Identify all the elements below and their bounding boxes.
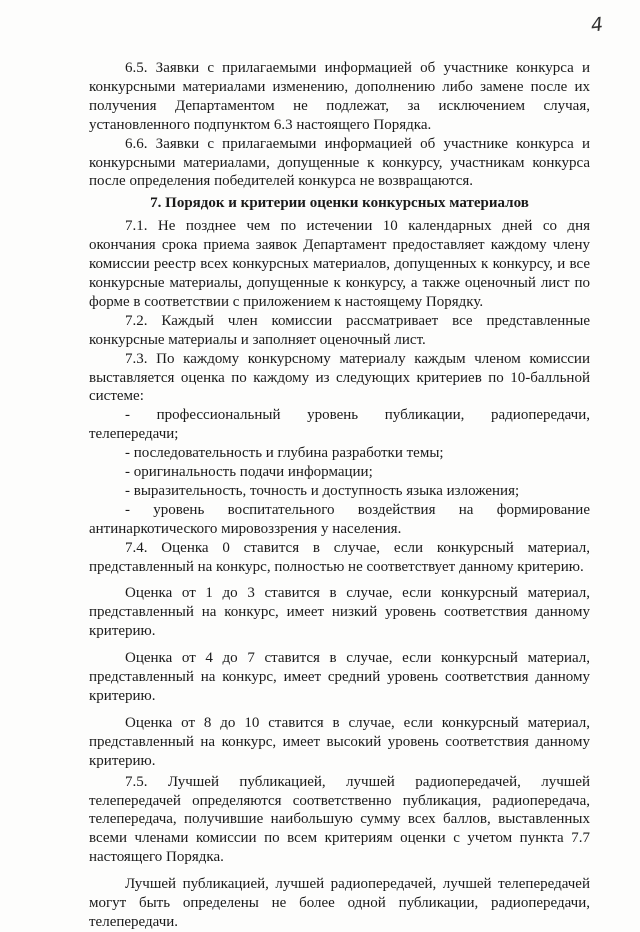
paragraph-7-5: 7.5. Лучшей публикацией, лучшей радиопередачей, лучшей телепередачей определяются соответственно публикация, радиопередача, телепередача, получившие наибольшую сумму всех баллов, выставленных всеми членами комиссии по всем критериям оценки с учетом пункта 7.7 настоящего Порядка. [89,773,590,866]
criterion-item: - уровень воспитательного воздействия на формирование антинаркотического мировоззрения у населения. [89,501,590,537]
paragraph-7-3: 7.3. По каждому конкурсному материалу каждым членом комиссии выставляется оценка по каждому из следующих критериев по 10-балльной системе: [89,350,590,405]
section-7-heading: 7. Порядок и критерии оценки конкурсных материалов [150,195,529,212]
criterion-item: - оригинальность подачи информации; [125,464,373,481]
criterion-item: - профессиональный уровень публикации, радиопередачи, телепередачи; [89,407,590,443]
paragraph-7-4-score-low: Оценка от 1 до 3 ставится в случае, если конкурсный материал, представленный на конкурс, имеет низкий уровень соответствия данному критерию. [89,585,590,640]
paragraph-7-2: 7.2. Каждый член комиссии рассматривает все представленные конкурсные материалы и заполняет оценочный лист. [89,312,590,348]
paragraph-7-4-score-medium: Оценка от 4 до 7 ставится в случае, если конкурсный материал, представленный на конкурс, имеет средний уровень соответствия данному критерию. [89,650,590,704]
page-number: 4 [589,13,605,37]
paragraph-7-1: 7.1. Не позднее чем по истечении 10 календарных дней со дня окончания срока приема заявок Департамент предоставляет каждому члену комиссии реестр всех конкурсных материалов, допущенных к конкурсу, и все конкурсные материалы, допущенные к конкурсу, а также оценочный лист по форме в соответствии с приложением к настоящему Порядку. [89,218,590,310]
criterion-item: - последовательность и глубина разработки темы; [125,445,444,462]
paragraph-7-4: 7.4. Оценка 0 ставится в случае, если конкурсный материал, представленный на конкурс, полностью не соответствует данному критерию. [89,539,590,575]
criterion-item: - выразительность, точность и доступность языка изложения; [125,482,520,499]
paragraph-7-5-limit: Лучшей публикацией, лучшей радиопередачей, лучшей телепередачей могут быть определены не более одной публикации, радиопередачи, телепередачи. [89,876,590,930]
paragraph-7-4-score-high: Оценка от 8 до 10 ставится в случае, если конкурсный материал, представленный на конкурс, имеет высокий уровень соответствия данному критерию. [89,714,590,769]
paragraph-6-5: 6.5. Заявки с прилагаемыми информацией об участнике конкурса и конкурсными материалами изменению, дополнению либо замене после их получения Департаментом не подлежат, за исключением случая, установленного подпунктом 6.3 настоящего Порядка. [89,60,590,133]
document-body [89,59,590,932]
paragraph-6-6: 6.6. Заявки с прилагаемыми информацией об участнике конкурса и конкурсными материалами, допущенные к конкурсу, участникам конкурса после определения победителей конкурса не возвращаются. [89,135,590,190]
